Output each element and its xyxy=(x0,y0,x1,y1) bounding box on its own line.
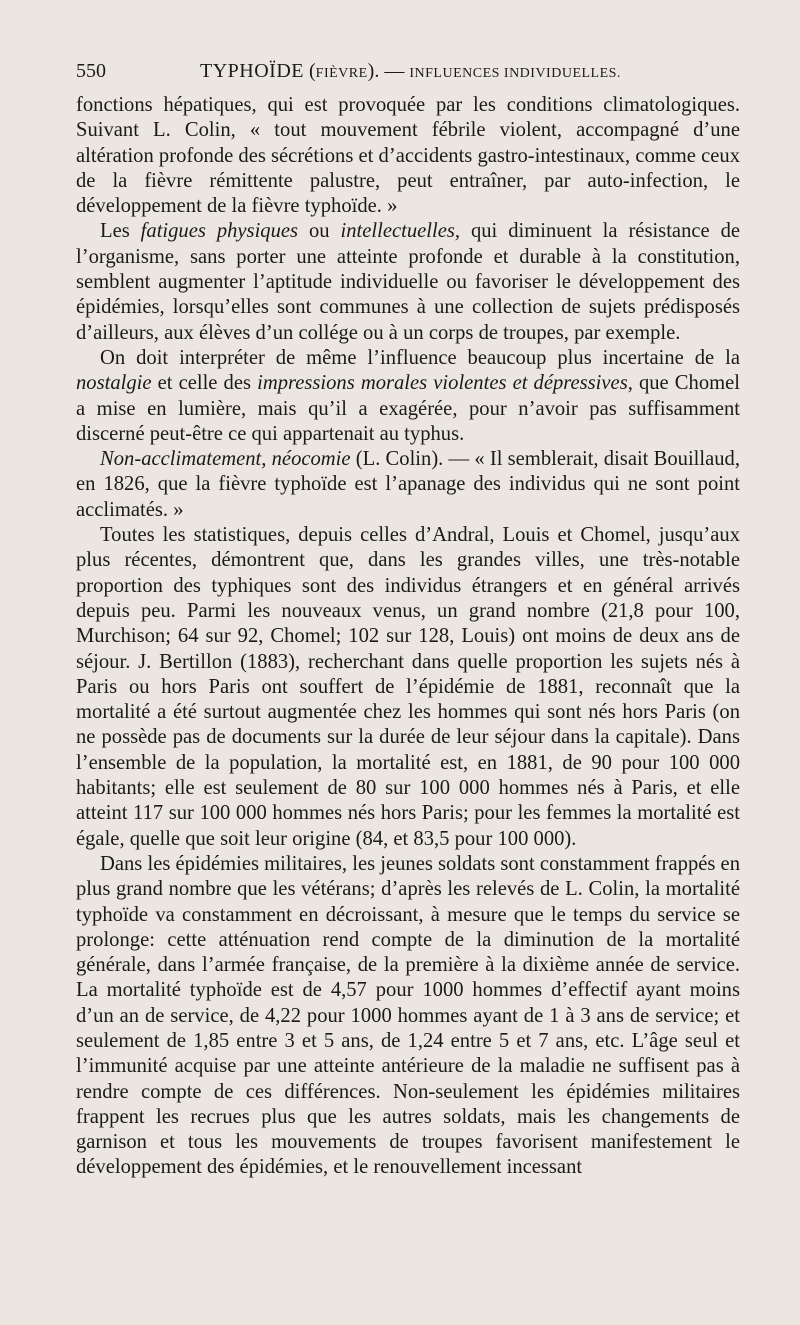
text-run: (L. Colin). — « Il semblerait, disait Bouillaud, en 1826, que la fièvre typhoïde est l’apanage des individus qui ne sont point acclimatés. » xyxy=(76,448,740,521)
italic-run: Non-acclimatement, néocomie xyxy=(100,448,351,471)
paragraph xyxy=(76,523,740,852)
text-run: On doit interpréter de même l’influence beaucoup plus incertaine de la xyxy=(100,346,740,369)
running-title-section: FIÈVRE xyxy=(315,66,368,81)
text-run: fonctions hépatiques, qui est provoquée par les conditions climatologiques. Suivant L. Colin, « tout mouvement fébrile violent, accompagné d’une altération profonde des sécrétions et d’accidents gastro-intestinaux, comme ceux de la fièvre rémittente palustre, peut entraîner, par auto-infection, le développement de la fièvre typhoïde. » xyxy=(76,94,740,218)
italic-run: intellectuelles, xyxy=(340,220,461,243)
paragraph xyxy=(76,447,740,523)
text-run: ou xyxy=(298,220,341,243)
running-header xyxy=(76,56,740,86)
italic-run: fatigues physiques xyxy=(140,220,299,243)
body-text xyxy=(76,93,740,1181)
paragraph xyxy=(76,852,740,1181)
running-title xyxy=(200,56,621,89)
paragraph xyxy=(76,219,740,345)
text-run: qui diminuent la résistance de l’organisme, sans porter une atteinte profonde et durable à la constitution, semblent augmenter l’aptitude individuelle ou favoriser le développement des épidémies, lorsqu’elles sont communes à une collection de sujets prédisposés d’ailleurs, aux élèves d’un collége ou à un corps de troupes, par exemple. xyxy=(76,220,741,344)
italic-run: impressions morales violentes et dépressives, xyxy=(257,372,633,395)
page-number: 550 xyxy=(76,60,106,82)
running-title-paren-open: ( xyxy=(309,60,316,82)
italic-run: nostalgie xyxy=(76,372,152,395)
text-run: Dans les épidémies militaires, les jeunes soldats sont constamment frappés en plus grand nombre que les vétérans; d’après les relevés de L. Colin, la mortalité typhoïde va constamment en décroissant, à mesure que le temps du service se prolonge: cette atténuation rend compte de la diminution de la mortalité générale, dans l’armée française, de la première à la dixième année de service. La mortalité typhoïde est de 4,57 pour 1000 hommes d’effectif ayant moins d’un an de service, de 4,22 pour 1000 hommes ayant de 1 à 3 ans de service; et seulement de 1,85 entre 3 et 5 ans, de 1,24 entre 5 et 7 ans, etc. L’âge seul et l’immunité acquise par une atteinte antérieure de la maladie ne suffisent pas à rendre compte de ces différences. Non-seulement les épidémies militaires frappent les recrues plus que les autres soldats, mais les changements de garnison et tous les mouvements de troupes favorisent manifestement le développement des épidémies, et le renouvellement incessant xyxy=(76,852,740,1179)
running-title-dash: — xyxy=(384,60,405,82)
paragraph xyxy=(76,346,740,447)
running-title-main: TYPHOÏDE xyxy=(200,60,304,82)
text-run: Les xyxy=(100,220,141,243)
running-title-paren-close: ). xyxy=(367,60,380,82)
running-title-subject: INFLUENCES INDIVIDUELLES. xyxy=(409,66,621,81)
paragraph xyxy=(76,93,740,219)
text-run: que Chomel a mise en lumière, mais qu’il a exagérée, pour n’avoir pas suffisamment discerné peut-être ce qui appartenait au typhus. xyxy=(76,372,740,445)
text-run: et celle des xyxy=(151,372,258,395)
text-run: Toutes les statistiques, depuis celles d’Andral, Louis et Chomel, jusqu’aux plus récentes, démontrent que, dans les grandes villes, une très-notable proportion des typhiques sont des individus étrangers et en général arrivés depuis peu. Parmi les nouveaux venus, un grand nombre (21,8 pour 100, Murchison; 64 sur 92, Chomel; 102 sur 128, Louis) ont moins de deux ans de séjour. J. Bertillon (1883), recherchant dans quelle proportion les sujets nés à Paris ou hors Paris ont souffert de l’épidémie de 1881, reconnaît que la mortalité a été surtout augmentée chez les hommes qui sont nés hors Paris (on ne possède pas de documents sur la durée de leur séjour dans la capitale). Dans l’ensemble de la population, la mortalité est, en 1881, de 90 pour 100 000 habitants; elle est seulement de 80 sur 100 000 hommes nés à Paris, et elle atteint 117 sur 100 000 hommes nés hors Paris; pour les femmes la mortalité est égale, quelle que soit leur origine (84, et 83,5 pour 100 000). xyxy=(76,524,740,850)
